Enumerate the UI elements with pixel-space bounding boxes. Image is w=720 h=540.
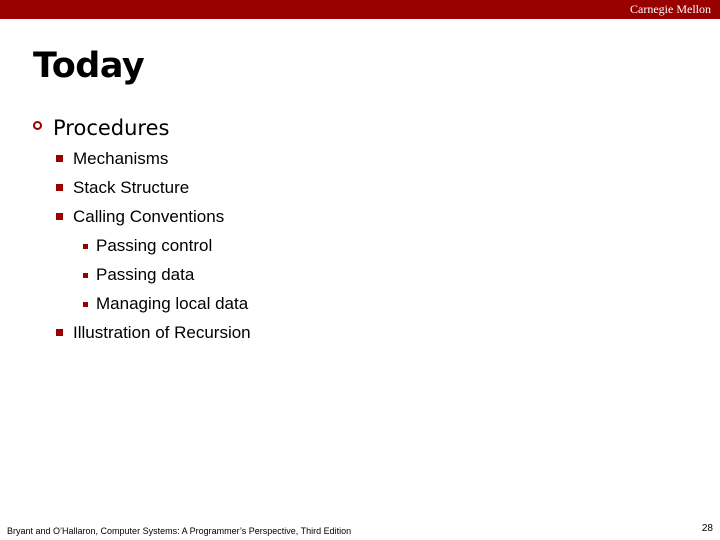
sub-bullet-label: Passing control bbox=[96, 236, 213, 255]
header-bar bbox=[0, 0, 720, 19]
bullet-label: Illustration of Recursion bbox=[73, 323, 251, 342]
brand-label: Carnegie Mellon bbox=[630, 2, 711, 16]
sub-bullet-label: Passing data bbox=[96, 265, 195, 284]
square-bullet-icon bbox=[56, 184, 63, 191]
outline-heading: Procedures bbox=[53, 116, 170, 140]
bullet-label: Calling Conventions bbox=[73, 207, 225, 226]
bullet-label: Mechanisms bbox=[73, 149, 169, 168]
footer-citation: Bryant and O’Hallaron, Computer Systems: A Programmer’s Perspective, Third Edition bbox=[7, 526, 352, 536]
bullet-label: Stack Structure bbox=[73, 178, 190, 197]
slide-title: Today bbox=[33, 46, 145, 86]
sub-bullet-label: Managing local data bbox=[96, 294, 249, 313]
square-bullet-icon bbox=[56, 155, 63, 162]
square-bullet-icon bbox=[56, 213, 63, 220]
square-bullet-icon bbox=[83, 244, 88, 249]
square-bullet-icon bbox=[56, 329, 63, 336]
page-number: 28 bbox=[701, 523, 713, 534]
square-bullet-icon bbox=[83, 302, 88, 307]
square-bullet-icon bbox=[83, 273, 88, 278]
circle-bullet-icon bbox=[33, 121, 42, 130]
